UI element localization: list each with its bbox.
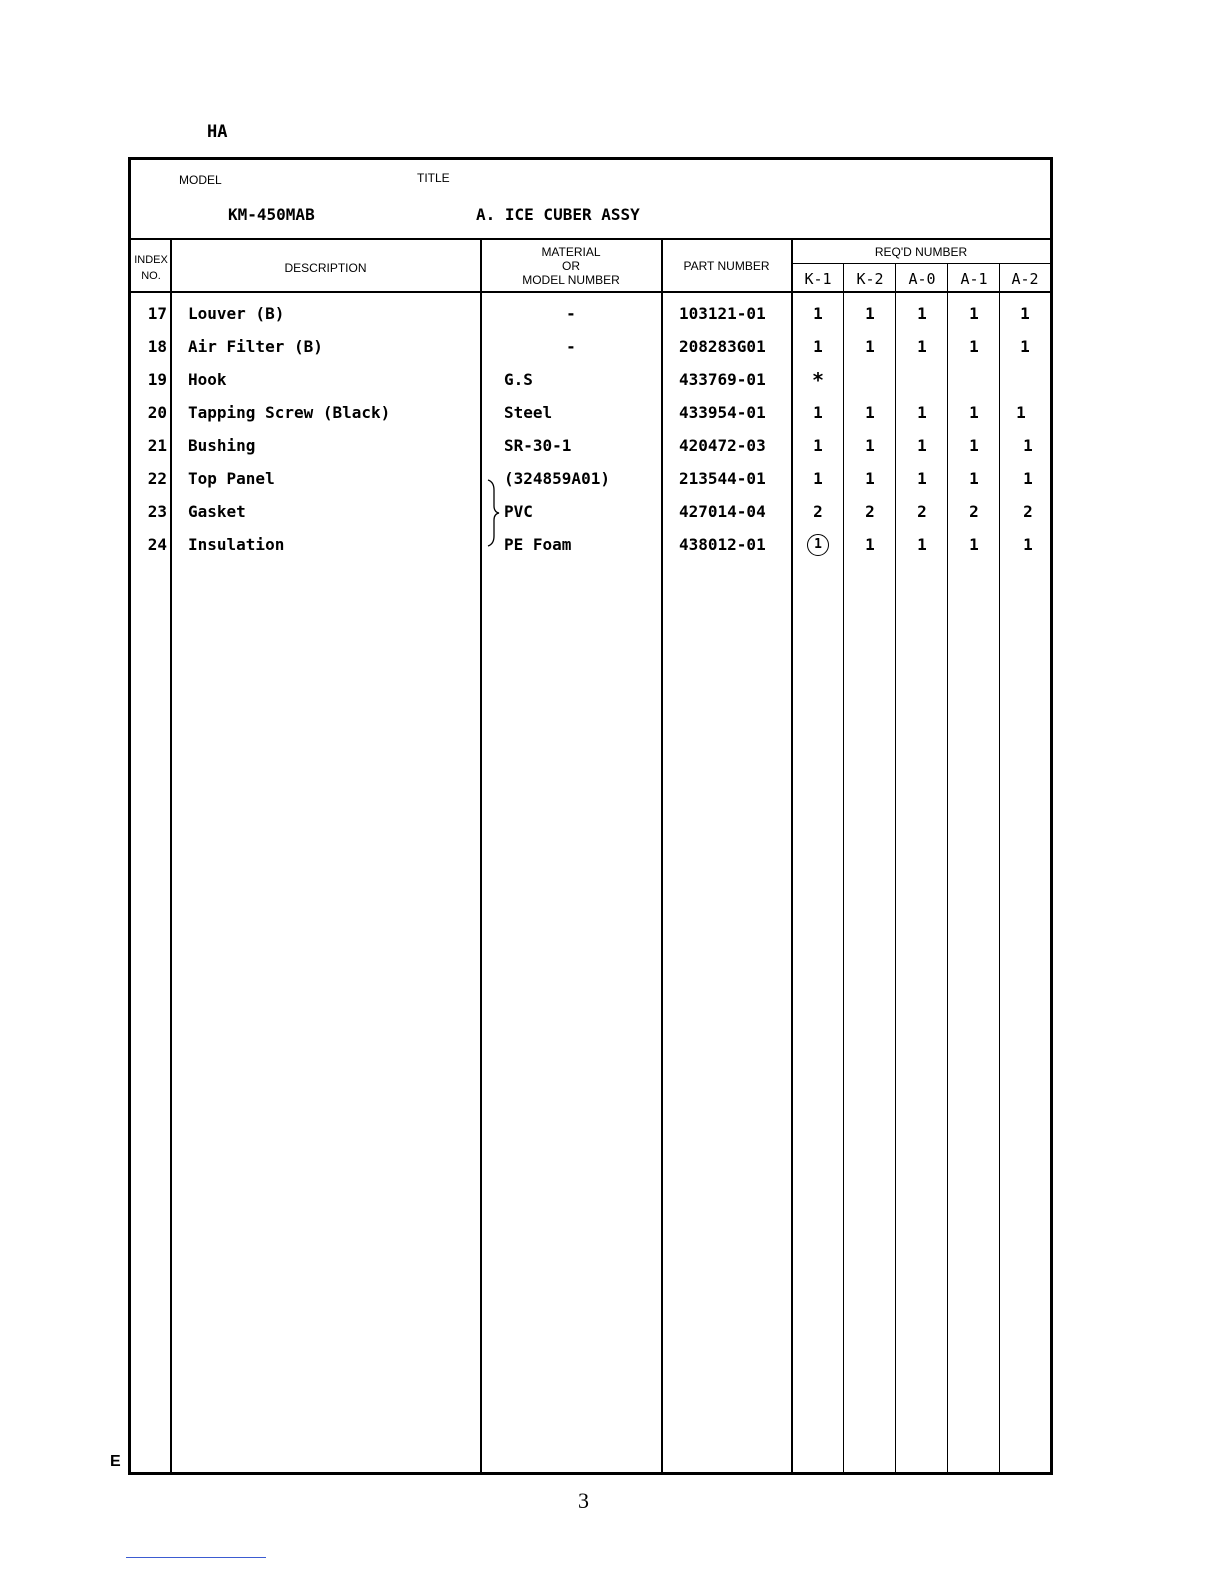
side-margin-mark: E xyxy=(110,1453,121,1470)
req-col-a1: A-1 xyxy=(960,270,988,288)
header-divider xyxy=(131,238,1050,240)
row-index: 23 xyxy=(147,502,167,521)
model-label: MODEL xyxy=(179,173,222,187)
model-value: KM-450MAB xyxy=(228,205,315,224)
page-number: 3 xyxy=(578,1488,589,1513)
brand-logo: HA xyxy=(207,122,228,142)
row-part-number: 433954-01 xyxy=(679,403,766,422)
row-qty-a1: 1 xyxy=(969,436,979,455)
row-qty-a1: 1 xyxy=(969,403,979,422)
material-header-line1: MATERIAL xyxy=(541,245,601,259)
req-col-a2: A-2 xyxy=(1011,270,1039,288)
row-material: G.S xyxy=(504,370,533,389)
req-col-a0: A-0 xyxy=(908,270,936,288)
parts-list-sheet xyxy=(128,157,1053,1475)
row-material: SR-30-1 xyxy=(504,436,572,455)
row-qty-k1: 1 xyxy=(813,337,823,356)
row-description: Air Filter (B) xyxy=(188,337,323,356)
row-qty-k1: 1 xyxy=(813,469,823,488)
row-index: 20 xyxy=(147,403,167,422)
grouping-brace-icon xyxy=(486,478,500,548)
row-part-number: 420472-03 xyxy=(679,436,766,455)
row-qty-k2: 1 xyxy=(865,535,875,554)
a1-column-rule xyxy=(999,264,1000,1472)
index-header-line2: NO. xyxy=(141,270,161,282)
row-qty-a0: 1 xyxy=(917,337,927,356)
req-col-k1: K-1 xyxy=(804,270,832,288)
title-label: TITLE xyxy=(417,171,450,185)
row-part-number: 208283G01 xyxy=(679,337,766,356)
material-header-line2: OR xyxy=(562,259,580,273)
index-header-line1: INDEX xyxy=(134,254,168,266)
row-qty-k2: 1 xyxy=(865,403,875,422)
reqd-divider xyxy=(792,263,1050,264)
row-description: Louver (B) xyxy=(188,304,285,323)
row-description: Bushing xyxy=(188,436,256,455)
row-qty-a1: 1 xyxy=(969,535,979,554)
column-header-divider xyxy=(131,291,1050,293)
row-qty-k1-asterisk: * xyxy=(811,368,825,392)
row-material: PVC xyxy=(504,502,533,521)
row-qty-a1: 1 xyxy=(969,337,979,356)
row-index: 21 xyxy=(147,436,167,455)
row-description: Gasket xyxy=(188,502,246,521)
row-qty-a2: 1 xyxy=(1023,469,1033,488)
row-index: 24 xyxy=(147,535,167,554)
row-index: 18 xyxy=(147,337,167,356)
row-qty-a2: 1 xyxy=(1023,535,1033,554)
row-index: 19 xyxy=(147,370,167,389)
row-description: Tapping Screw (Black) xyxy=(188,403,391,422)
material-header xyxy=(481,245,661,287)
row-qty-k2: 1 xyxy=(865,337,875,356)
row-qty-k1: 2 xyxy=(813,502,823,521)
row-qty-k1: 1 xyxy=(813,403,823,422)
row-description: Hook xyxy=(188,370,227,389)
row-material: - xyxy=(566,304,576,323)
material-header-line3: MODEL NUMBER xyxy=(522,273,620,287)
row-qty-k2: 1 xyxy=(865,469,875,488)
row-qty-a0: 1 xyxy=(917,304,927,323)
row-qty-a1: 1 xyxy=(969,469,979,488)
row-qty-a1: 2 xyxy=(969,502,979,521)
a0-column-rule xyxy=(947,264,948,1472)
row-qty-a2: 1 xyxy=(1023,436,1033,455)
row-part-number: 438012-01 xyxy=(679,535,766,554)
row-qty-a0: 1 xyxy=(917,436,927,455)
description-column-rule xyxy=(480,239,482,1472)
row-qty-k2: 1 xyxy=(865,304,875,323)
row-qty-a1: 1 xyxy=(969,304,979,323)
row-index: 17 xyxy=(147,304,167,323)
row-qty-k2: 2 xyxy=(865,502,875,521)
row-qty-a0: 1 xyxy=(917,469,927,488)
description-header: DESCRIPTION xyxy=(284,261,367,275)
circled-quantity: 1 xyxy=(807,534,829,556)
row-qty-a2: 1 xyxy=(1020,304,1030,323)
row-material: Steel xyxy=(504,403,553,422)
footer-rule xyxy=(126,1557,266,1558)
row-qty-a2: 1 xyxy=(1020,337,1030,356)
material-column-rule xyxy=(661,239,663,1472)
part-column-rule xyxy=(791,239,793,1472)
row-qty-k2: 1 xyxy=(865,436,875,455)
index-header xyxy=(133,252,169,284)
row-material: (324859A01) xyxy=(504,469,610,488)
row-description: Top Panel xyxy=(188,469,275,488)
index-column-rule xyxy=(170,239,172,1472)
reqd-number-header: REQ'D NUMBER xyxy=(874,245,968,259)
row-qty-a2: 1 xyxy=(1016,403,1026,422)
row-qty-a0: 1 xyxy=(917,403,927,422)
row-part-number: 427014-04 xyxy=(679,502,766,521)
req-col-k2: K-2 xyxy=(856,270,884,288)
row-index: 22 xyxy=(147,469,167,488)
row-qty-a0: 2 xyxy=(917,502,927,521)
row-qty-k1: 1 xyxy=(813,436,823,455)
k1-column-rule xyxy=(843,264,844,1472)
title-value: A. ICE CUBER ASSY xyxy=(476,205,640,224)
row-description: Insulation xyxy=(188,535,285,554)
row-qty-k1: 1 xyxy=(813,304,823,323)
row-material: PE Foam xyxy=(504,535,572,554)
row-part-number: 103121-01 xyxy=(679,304,766,323)
row-qty-a2: 2 xyxy=(1023,502,1033,521)
row-material: - xyxy=(566,337,576,356)
row-part-number: 213544-01 xyxy=(679,469,766,488)
part-number-header: PART NUMBER xyxy=(683,259,770,273)
row-qty-a0: 1 xyxy=(917,535,927,554)
row-part-number: 433769-01 xyxy=(679,370,766,389)
k2-column-rule xyxy=(895,264,896,1472)
row-qty-k1-circled xyxy=(793,533,843,556)
